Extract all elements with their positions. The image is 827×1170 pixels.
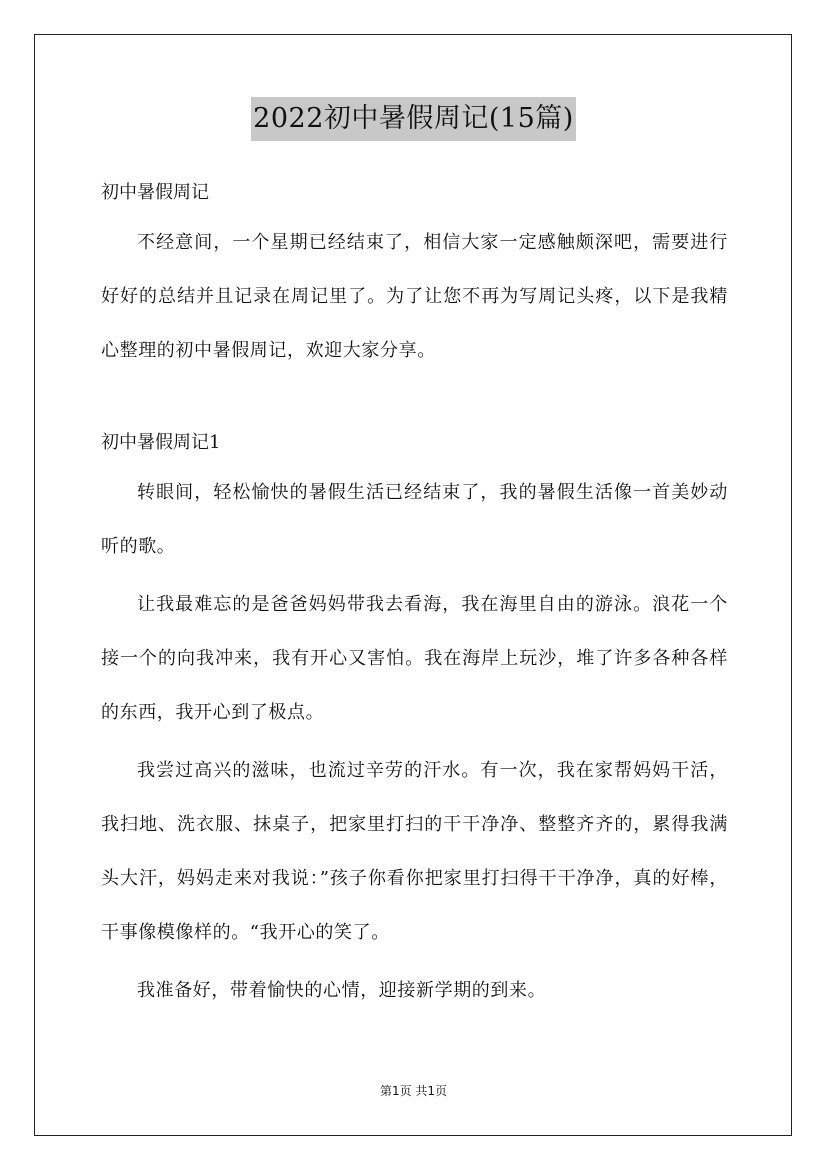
- body-paragraph: 我准备好，带着愉快的心情，迎接新学期的到来。: [137, 980, 547, 1001]
- section-gap: [101, 382, 728, 420]
- intro-paragraph: 不经意间，一个星期已经结束了，相信大家一定感触颇深吧，需要进行好好的总结并且记录在周记里了。为了让您不再为写周记头疼，以下是我精心整理的初中暑假周记，欢迎大家分享。: [101, 232, 728, 361]
- title-container: [0, 97, 827, 141]
- body-paragraph: 让我最难忘的是爸爸妈妈带我去看海，我在海里自由的游泳。浪花一个接一个的向我冲来，我有开心又害怕。我在海岸上玩沙，堆了许多各种各样的东西，我开心到了极点。: [101, 594, 728, 723]
- page-footer: 第1页 共1页: [379, 1084, 448, 1098]
- body-paragraph: 我尝过高兴的滋味，也流过辛劳的汗水。有一次，我在家帮妈妈干活，我扫地、洗衣服、抹桌子，把家里打扫的干干净净、整整齐齐的，累得我满头大汗，妈妈走来对我说：”孩子你看你把家里打扫得干干净净，真的好棒，干事像模像样的。“我开心的笑了。: [101, 760, 728, 943]
- document-title: 2022初中暑假周记(15篇): [251, 97, 576, 141]
- body-paragraph: 转眼间，轻松愉快的暑假生活已经结束了，我的暑假生活像一首美妙动听的歌。: [101, 482, 728, 557]
- intro-heading: 初中暑假周记: [101, 182, 209, 203]
- section-heading: 初中暑假周记1: [101, 432, 221, 453]
- document-body: [101, 170, 728, 1022]
